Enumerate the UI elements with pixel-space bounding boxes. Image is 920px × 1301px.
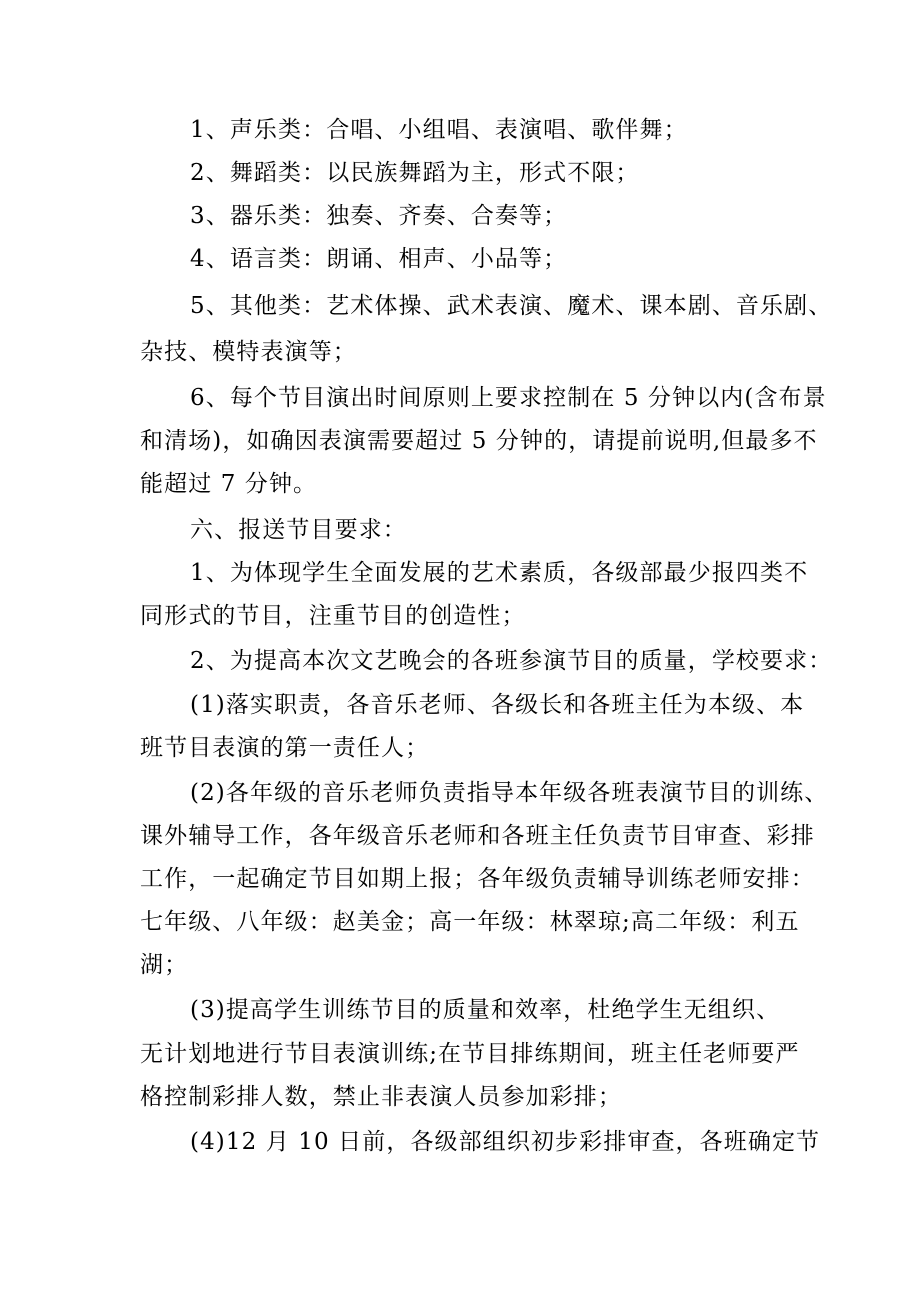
sub-item-1-continued: 班节目表演的第一责任人； — [140, 735, 430, 761]
list-item-other: 5、其他类：艺术体操、武术表演、魔术、课本剧、音乐剧、 — [190, 293, 833, 319]
sub-item-3: (3)提高学生训练节目的质量和效率，杜绝学生无组织、 — [190, 997, 781, 1023]
list-item-other-continued: 杂技、模特表演等； — [140, 339, 357, 365]
sub-item-1: (1)落实职责，各音乐老师、各级长和各班主任为本级、本 — [190, 692, 805, 718]
section-heading: 六、报送节目要求： — [190, 517, 407, 543]
list-item-time-limit-end: 能超过 7 分钟。 — [140, 471, 318, 497]
sub-item-2-continued-b: 工作，一起确定节目如期上报；各年级负责辅导训练老师安排： — [140, 866, 815, 892]
sub-item-3-continued-a: 无计划地进行节目表演训练;在节目排练期间，班主任老师要严 — [140, 1041, 800, 1067]
list-item-vocal: 1、声乐类：合唱、小组唱、表演唱、歌伴舞； — [190, 117, 688, 143]
sub-item-2-continued-a: 课外辅导工作，各年级音乐老师和各班主任负责节目审查、彩排 — [140, 823, 815, 849]
list-item-dance: 2、舞蹈类：以民族舞蹈为主，形式不限； — [190, 160, 640, 186]
list-item-time-limit: 6、每个节目演出时间原则上要求控制在 5 分钟以内(含布景 — [190, 385, 827, 411]
sub-item-4: (4)12 月 10 日前，各级部组织初步彩排审查，各班确定节 — [190, 1129, 821, 1155]
list-item-instrumental: 3、器乐类：独奏、齐奏、合奏等； — [190, 203, 568, 229]
sub-item-2: (2)各年级的音乐老师负责指导本年级各班表演节目的训练、 — [190, 780, 829, 806]
sub-item-2-continued-d: 湖； — [140, 952, 189, 978]
list-item-time-limit-continued: 和清场)，如确因表演需要超过 5 分钟的，请提前说明,但最多不 — [140, 428, 818, 454]
requirement-2: 2、为提高本次文艺晚会的各班参演节目的质量，学校要求： — [190, 648, 833, 674]
requirement-1-continued: 同形式的节目，注重节目的创造性； — [140, 603, 526, 629]
sub-item-3-continued-b: 格控制彩排人数，禁止非表演人员参加彩排； — [140, 1084, 622, 1110]
requirement-1: 1、为体现学生全面发展的艺术素质，各级部最少报四类不 — [190, 560, 809, 586]
sub-item-2-continued-c: 七年级、八年级：赵美金；高一年级：林翠琼;高二年级：利五 — [140, 909, 800, 935]
list-item-language: 4、语言类：朗诵、相声、小品等； — [190, 246, 568, 272]
